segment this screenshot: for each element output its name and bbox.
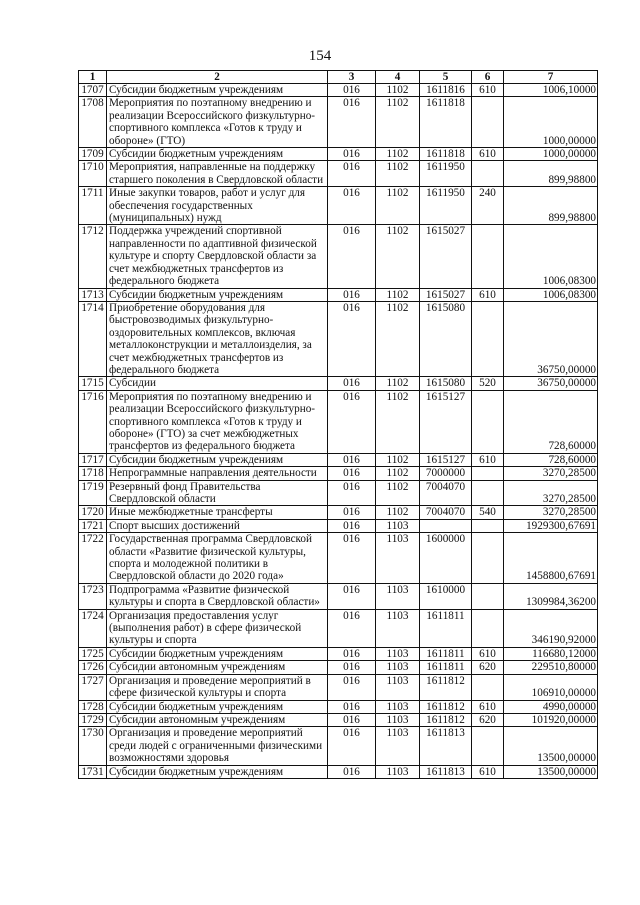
section-code: 1102 (376, 288, 420, 301)
amount: 728,60000 (504, 453, 598, 466)
target-article-code: 1615127 (420, 453, 472, 466)
item-name: Субсидии (107, 377, 328, 390)
ministry-code: 016 (328, 161, 376, 187)
target-article-code: 1615080 (420, 301, 472, 376)
section-code: 1103 (376, 765, 420, 778)
ministry-code: 016 (328, 377, 376, 390)
expense-type-code: 610 (472, 647, 504, 660)
ministry-code: 016 (328, 583, 376, 609)
table-row (79, 661, 598, 674)
target-article-code: 1611812 (420, 713, 472, 726)
amount: 101920,00000 (504, 713, 598, 726)
ministry-code: 016 (328, 609, 376, 647)
ministry-code: 016 (328, 480, 376, 506)
amount: 3270,28500 (504, 480, 598, 506)
expense-type-code (472, 97, 504, 148)
target-article-code: 1611813 (420, 765, 472, 778)
table-row (79, 161, 598, 187)
section-code: 1102 (376, 161, 420, 187)
item-name: Субсидии бюджетным учреждениям (107, 84, 328, 97)
ministry-code: 016 (328, 700, 376, 713)
section-code: 1103 (376, 713, 420, 726)
table-row (79, 288, 598, 301)
amount: 36750,00000 (504, 377, 598, 390)
ministry-code: 016 (328, 674, 376, 700)
table-row (79, 97, 598, 148)
header-col-4: 4 (376, 71, 420, 84)
item-name: Поддержка учреждений спортивной направленности по адаптивной физической культуре и спорту Свердловской области за счет межбюджетных трансфертов из федерального бюджета (107, 225, 328, 288)
ministry-code: 016 (328, 647, 376, 660)
item-name: Мероприятия по поэтапному внедрению и реализации Всероссийского физкультурно-спортивного комплекса «Готов к труду и обороне» (ГТО) за счет межбюджетных трансфертов из федерального бюджета (107, 390, 328, 453)
expense-type-code (472, 609, 504, 647)
row-number: 1707 (79, 84, 107, 97)
expense-type-code (472, 583, 504, 609)
section-code: 1102 (376, 506, 420, 519)
target-article-code: 7004070 (420, 480, 472, 506)
amount: 1000,00000 (504, 148, 598, 161)
target-article-code: 1611812 (420, 700, 472, 713)
row-number: 1709 (79, 148, 107, 161)
target-article-code: 1615027 (420, 288, 472, 301)
page-number: 154 (308, 48, 332, 64)
expense-type-code: 520 (472, 377, 504, 390)
ministry-code: 016 (328, 225, 376, 288)
item-name: Субсидии бюджетным учреждениям (107, 700, 328, 713)
target-article-code: 1615127 (420, 390, 472, 453)
ministry-code: 016 (328, 519, 376, 532)
row-number: 1723 (79, 583, 107, 609)
amount: 106910,00000 (504, 674, 598, 700)
table-row (79, 519, 598, 532)
row-number: 1720 (79, 506, 107, 519)
row-number: 1726 (79, 661, 107, 674)
target-article-code: 1611950 (420, 187, 472, 225)
table-row (79, 727, 598, 765)
expense-type-code (472, 467, 504, 480)
expense-type-code (472, 390, 504, 453)
ministry-code: 016 (328, 187, 376, 225)
amount: 116680,12000 (504, 647, 598, 660)
target-article-code: 1615027 (420, 225, 472, 288)
row-number: 1712 (79, 225, 107, 288)
table-row (79, 467, 598, 480)
section-code: 1102 (376, 390, 420, 453)
ministry-code: 016 (328, 390, 376, 453)
ministry-code: 016 (328, 727, 376, 765)
amount: 13500,00000 (504, 727, 598, 765)
section-code: 1102 (376, 467, 420, 480)
section-code: 1102 (376, 84, 420, 97)
table-row (79, 765, 598, 778)
expense-type-code: 240 (472, 187, 504, 225)
amount: 728,60000 (504, 390, 598, 453)
item-name: Иные закупки товаров, работ и услуг для обеспечения государственных (муниципальных) нужд (107, 187, 328, 225)
table-row (79, 187, 598, 225)
target-article-code: 1611811 (420, 661, 472, 674)
item-name: Субсидии бюджетным учреждениям (107, 288, 328, 301)
item-name: Организация и проведение мероприятий в сфере физической культуры и спорта (107, 674, 328, 700)
budget-table (78, 70, 598, 779)
section-code: 1103 (376, 519, 420, 532)
section-code: 1103 (376, 674, 420, 700)
ministry-code: 016 (328, 506, 376, 519)
table-row (79, 301, 598, 376)
section-code: 1102 (376, 480, 420, 506)
expense-type-code: 610 (472, 288, 504, 301)
table-row (79, 609, 598, 647)
item-name: Субсидии бюджетным учреждениям (107, 453, 328, 466)
row-number: 1725 (79, 647, 107, 660)
target-article-code: 1611812 (420, 674, 472, 700)
expense-type-code (472, 674, 504, 700)
section-code: 1103 (376, 727, 420, 765)
header-col-3: 3 (328, 71, 376, 84)
amount: 1929300,67691 (504, 519, 598, 532)
table-row (79, 700, 598, 713)
expense-type-code (472, 480, 504, 506)
row-number: 1718 (79, 467, 107, 480)
header-col-2: 2 (107, 71, 328, 84)
table-row (79, 647, 598, 660)
ministry-code: 016 (328, 97, 376, 148)
row-number: 1710 (79, 161, 107, 187)
ministry-code: 016 (328, 148, 376, 161)
item-name: Приобретение оборудования для быстровозводимых физкультурно-оздоровительных комплексов, включая металлоконструкции и металлоизделия, за счет межбюджетных трансфертов из федерального бюджета (107, 301, 328, 376)
amount: 1458800,67691 (504, 533, 598, 584)
header-col-1: 1 (79, 71, 107, 84)
row-number: 1721 (79, 519, 107, 532)
table-row (79, 583, 598, 609)
target-article-code: 1610000 (420, 583, 472, 609)
section-code: 1102 (376, 453, 420, 466)
header-col-6: 6 (472, 71, 504, 84)
ministry-code: 016 (328, 301, 376, 376)
item-name: Субсидии бюджетным учреждениям (107, 647, 328, 660)
target-article-code: 1615080 (420, 377, 472, 390)
amount: 346190,92000 (504, 609, 598, 647)
amount: 1000,00000 (504, 97, 598, 148)
row-number: 1715 (79, 377, 107, 390)
ministry-code: 016 (328, 84, 376, 97)
table-row (79, 225, 598, 288)
amount: 3270,28500 (504, 467, 598, 480)
item-name: Мероприятия по поэтапному внедрению и реализации Всероссийского физкультурно-спортивного комплекса «Готов к труду и обороне» (ГТО) (107, 97, 328, 148)
expense-type-code: 620 (472, 661, 504, 674)
row-number: 1708 (79, 97, 107, 148)
expense-type-code (472, 225, 504, 288)
item-name: Спорт высших достижений (107, 519, 328, 532)
item-name: Подпрограмма «Развитие физической культуры и спорта в Свердловской области» (107, 583, 328, 609)
row-number: 1714 (79, 301, 107, 376)
amount: 13500,00000 (504, 765, 598, 778)
target-article-code: 1611818 (420, 97, 472, 148)
expense-type-code (472, 727, 504, 765)
header-col-7: 7 (504, 71, 598, 84)
section-code: 1103 (376, 583, 420, 609)
table-row (79, 506, 598, 519)
row-number: 1724 (79, 609, 107, 647)
target-article-code: 1611950 (420, 161, 472, 187)
amount: 3270,28500 (504, 506, 598, 519)
expense-type-code: 610 (472, 84, 504, 97)
item-name: Резервный фонд Правительства Свердловской области (107, 480, 328, 506)
ministry-code: 016 (328, 288, 376, 301)
target-article-code: 1611813 (420, 727, 472, 765)
table-row (79, 148, 598, 161)
section-code: 1103 (376, 609, 420, 647)
amount: 1006,08300 (504, 288, 598, 301)
section-code: 1102 (376, 97, 420, 148)
ministry-code: 016 (328, 453, 376, 466)
expense-type-code: 610 (472, 700, 504, 713)
header-col-5: 5 (420, 71, 472, 84)
row-number: 1728 (79, 700, 107, 713)
row-number: 1722 (79, 533, 107, 584)
expense-type-code: 610 (472, 453, 504, 466)
row-number: 1717 (79, 453, 107, 466)
amount: 1006,08300 (504, 225, 598, 288)
item-name: Субсидии автономным учреждениям (107, 713, 328, 726)
expense-type-code: 620 (472, 713, 504, 726)
item-name: Субсидии автономным учреждениям (107, 661, 328, 674)
section-code: 1102 (376, 225, 420, 288)
target-article-code (420, 519, 472, 532)
section-code: 1103 (376, 533, 420, 584)
table-row (79, 533, 598, 584)
row-number: 1730 (79, 727, 107, 765)
table-row (79, 377, 598, 390)
row-number: 1713 (79, 288, 107, 301)
target-article-code: 1611811 (420, 647, 472, 660)
target-article-code: 7000000 (420, 467, 472, 480)
table-row (79, 453, 598, 466)
amount: 4990,00000 (504, 700, 598, 713)
row-number: 1711 (79, 187, 107, 225)
amount: 899,98800 (504, 187, 598, 225)
ministry-code: 016 (328, 467, 376, 480)
item-name: Организация предоставления услуг (выполнения работ) в сфере физической культуры и спорта (107, 609, 328, 647)
item-name: Мероприятия, направленные на поддержку старшего поколения в Свердловской области (107, 161, 328, 187)
item-name: Государственная программа Свердловской области «Развитие физической культуры, спорта и молодежной политики в Свердловской области до 2020 года» (107, 533, 328, 584)
item-name: Субсидии бюджетным учреждениям (107, 765, 328, 778)
row-number: 1729 (79, 713, 107, 726)
ministry-code: 016 (328, 533, 376, 584)
target-article-code: 7004070 (420, 506, 472, 519)
section-code: 1103 (376, 700, 420, 713)
table-row (79, 390, 598, 453)
section-code: 1103 (376, 647, 420, 660)
amount: 36750,00000 (504, 301, 598, 376)
expense-type-code: 610 (472, 765, 504, 778)
expense-type-code: 610 (472, 148, 504, 161)
table-row (79, 713, 598, 726)
expense-type-code: 540 (472, 506, 504, 519)
table-row (79, 480, 598, 506)
table-row (79, 674, 598, 700)
amount: 1309984,36200 (504, 583, 598, 609)
target-article-code: 1600000 (420, 533, 472, 584)
target-article-code: 1611811 (420, 609, 472, 647)
expense-type-code (472, 161, 504, 187)
amount: 229510,80000 (504, 661, 598, 674)
target-article-code: 1611818 (420, 148, 472, 161)
item-name: Организация и проведение мероприятий среди людей с ограниченными физическими возможностями здоровья (107, 727, 328, 765)
item-name: Субсидии бюджетным учреждениям (107, 148, 328, 161)
section-code: 1102 (376, 187, 420, 225)
amount: 1006,10000 (504, 84, 598, 97)
ministry-code: 016 (328, 713, 376, 726)
amount: 899,98800 (504, 161, 598, 187)
expense-type-code (472, 301, 504, 376)
item-name: Иные межбюджетные трансферты (107, 506, 328, 519)
table-row (79, 84, 598, 97)
target-article-code: 1611816 (420, 84, 472, 97)
ministry-code: 016 (328, 765, 376, 778)
row-number: 1731 (79, 765, 107, 778)
header-row (79, 71, 598, 84)
item-name: Непрограммные направления деятельности (107, 467, 328, 480)
section-code: 1102 (376, 148, 420, 161)
section-code: 1102 (376, 301, 420, 376)
row-number: 1727 (79, 674, 107, 700)
row-number: 1716 (79, 390, 107, 453)
section-code: 1103 (376, 661, 420, 674)
expense-type-code (472, 533, 504, 584)
expense-type-code (472, 519, 504, 532)
section-code: 1102 (376, 377, 420, 390)
ministry-code: 016 (328, 661, 376, 674)
row-number: 1719 (79, 480, 107, 506)
